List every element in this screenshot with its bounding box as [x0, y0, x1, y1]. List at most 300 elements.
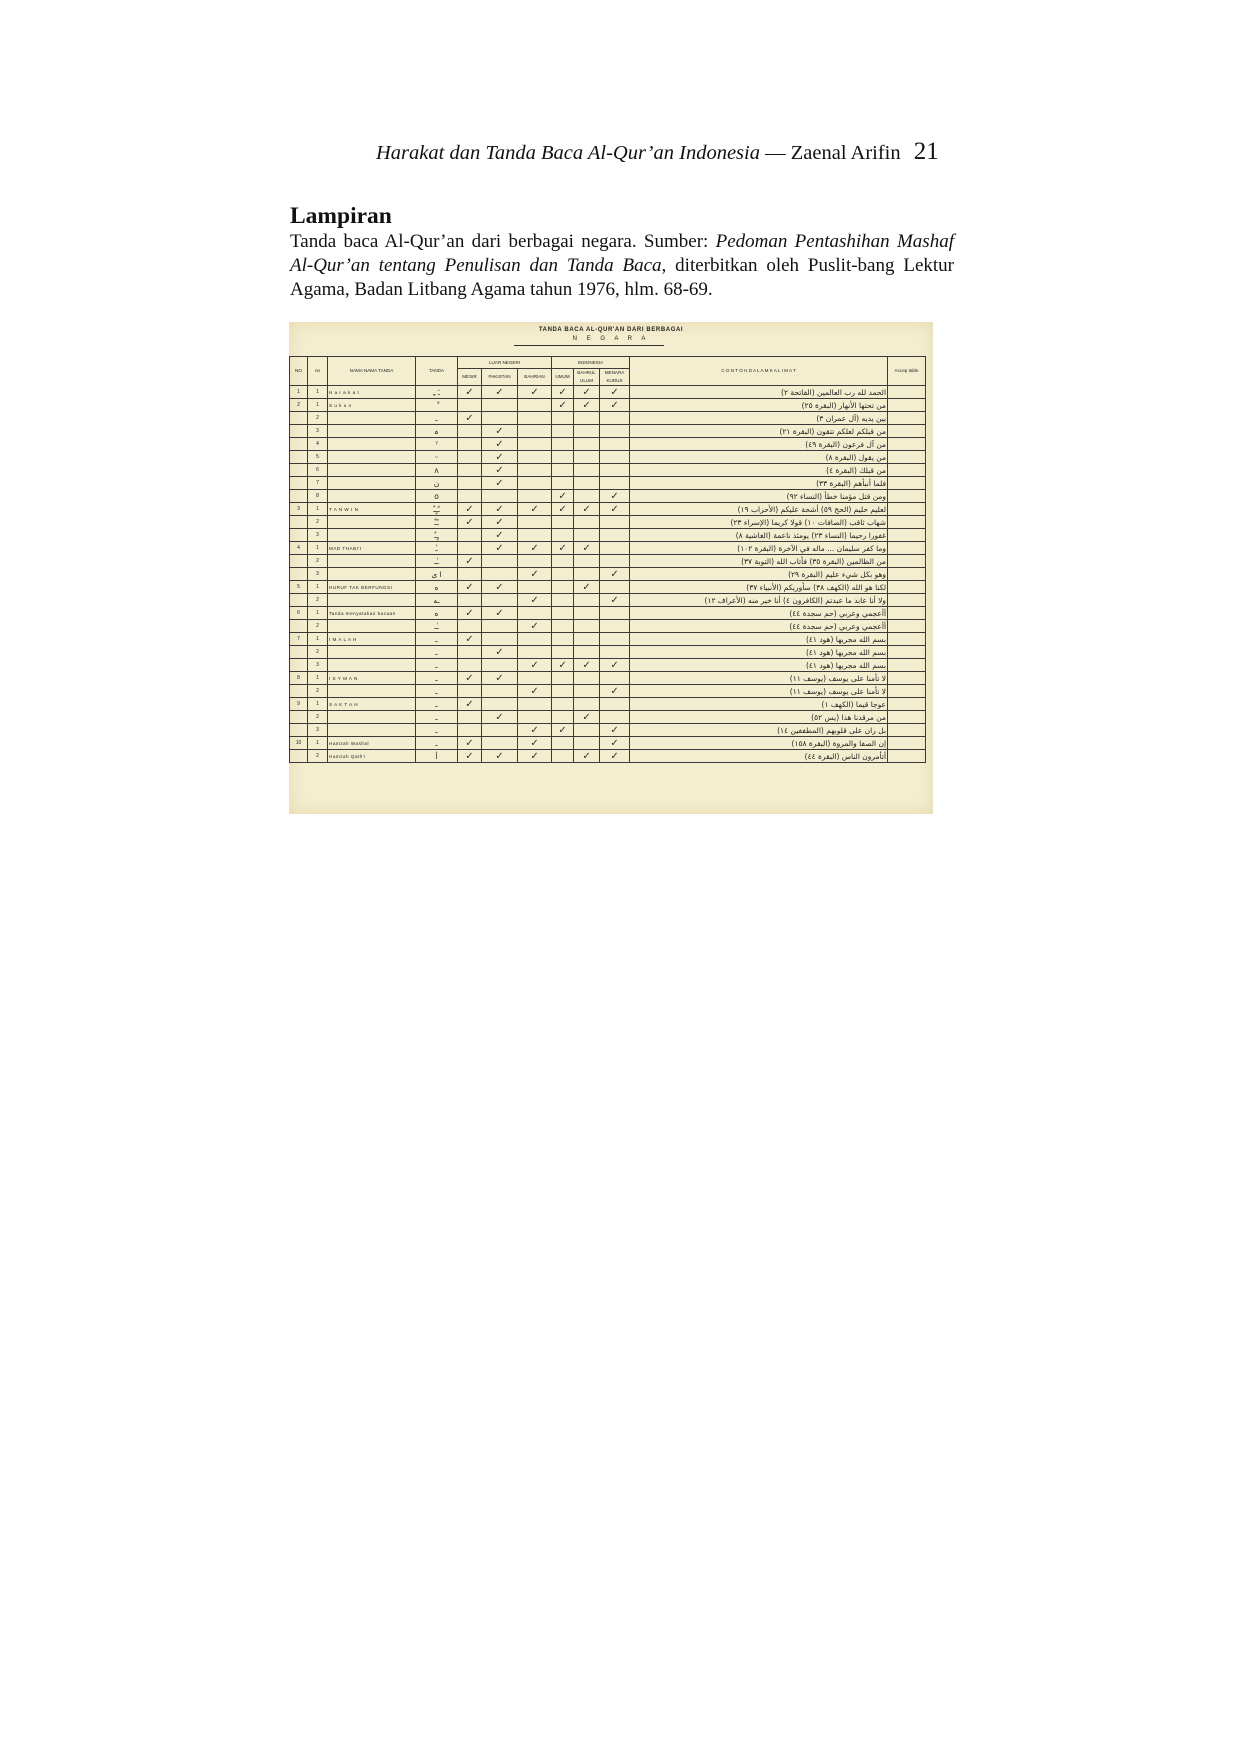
check-mark — [600, 516, 630, 529]
check-mark — [574, 698, 600, 711]
row-no — [290, 516, 308, 529]
header-no: NO — [290, 357, 308, 386]
caption-source-title: Pedoman Pentashihan Mashaf Al-Qur’an tentang Penulisan dan Tanda Baca — [290, 231, 954, 276]
row-acceptable — [888, 464, 926, 477]
header-bahrain: BAHRIAN — [518, 369, 552, 386]
row-nama — [328, 451, 416, 464]
check-mark: ✓ — [518, 750, 552, 763]
table-row — [290, 516, 926, 529]
row-nama: T A N W I N — [328, 503, 416, 516]
row-tanda: ہ — [416, 425, 458, 438]
check-mark — [552, 633, 574, 646]
row-acceptable — [888, 386, 926, 399]
row-no — [290, 451, 308, 464]
check-mark: ✓ — [600, 594, 630, 607]
check-mark: ✓ — [482, 477, 518, 490]
row-nama — [328, 490, 416, 503]
check-mark — [518, 464, 552, 477]
check-mark — [482, 724, 518, 737]
row-acceptable — [888, 633, 926, 646]
check-mark — [482, 412, 518, 425]
check-mark — [518, 607, 552, 620]
row-tanda: ـٰـ — [416, 620, 458, 633]
table-row — [290, 438, 926, 451]
row-nama — [328, 711, 416, 724]
header-bahrul-ulum: BAHRUL ULUM — [574, 369, 600, 386]
header-pakistan: PAKISTAN — [482, 369, 518, 386]
row-nama — [328, 464, 416, 477]
check-mark: ✓ — [600, 737, 630, 750]
row-nn: 1 — [308, 698, 328, 711]
check-mark — [552, 750, 574, 763]
table-row — [290, 399, 926, 412]
check-mark — [458, 724, 482, 737]
row-nama: MAD THABI'I — [328, 542, 416, 555]
check-mark — [518, 711, 552, 724]
check-mark: ✓ — [552, 490, 574, 503]
check-mark: ✓ — [482, 425, 518, 438]
check-mark: ✓ — [458, 412, 482, 425]
row-contoh: من تحتها الأنهار (البقرة ٢٥) — [630, 399, 888, 412]
row-nn: 2 — [308, 711, 328, 724]
row-acceptable — [888, 620, 926, 633]
row-nn: 2 — [308, 750, 328, 763]
check-mark — [574, 451, 600, 464]
check-mark — [600, 451, 630, 464]
section-title: Lampiran — [290, 203, 392, 229]
row-no: 8 — [290, 672, 308, 685]
row-tanda: ه — [416, 581, 458, 594]
check-mark: ✓ — [574, 399, 600, 412]
check-mark — [600, 542, 630, 555]
row-no — [290, 477, 308, 490]
row-tanda: ـ — [416, 672, 458, 685]
row-acceptable — [888, 438, 926, 451]
check-mark — [600, 477, 630, 490]
check-mark — [482, 555, 518, 568]
check-mark: ✓ — [518, 594, 552, 607]
row-nn: 2 — [308, 685, 328, 698]
check-mark — [574, 425, 600, 438]
check-mark: ✓ — [574, 659, 600, 672]
row-contoh: بسم الله مجريها (هود ٤١) — [630, 646, 888, 659]
row-no: 6 — [290, 607, 308, 620]
check-mark — [574, 555, 600, 568]
table-row — [290, 750, 926, 763]
check-mark: ✓ — [458, 581, 482, 594]
check-mark — [482, 490, 518, 503]
row-tanda: ـًـٌ — [416, 516, 458, 529]
check-mark: ✓ — [458, 633, 482, 646]
row-tanda — [416, 399, 458, 412]
row-acceptable — [888, 477, 926, 490]
row-no: 10 — [290, 737, 308, 750]
check-mark — [458, 425, 482, 438]
check-mark: ✓ — [458, 750, 482, 763]
row-contoh: من مرقدنا هذا (يس ٥٢) — [630, 711, 888, 724]
check-mark — [552, 581, 574, 594]
row-no — [290, 555, 308, 568]
check-mark — [518, 633, 552, 646]
row-tanda: ه — [416, 607, 458, 620]
check-mark: ✓ — [482, 516, 518, 529]
check-mark — [552, 529, 574, 542]
table-row — [290, 464, 926, 477]
header-author: Zaenal Arifin — [790, 142, 901, 164]
row-contoh: ولا أنا عابد ما عبدتم (الكافرون ٤) أنا خير منه (الأعراف ١٢) — [630, 594, 888, 607]
row-tanda: ᵕ — [416, 451, 458, 464]
header-mesir: MESIR — [458, 369, 482, 386]
row-acceptable — [888, 503, 926, 516]
check-mark — [518, 581, 552, 594]
header-luar-negeri: LUAR NEGERI — [458, 357, 552, 369]
row-no — [290, 724, 308, 737]
row-acceptable — [888, 399, 926, 412]
table-row — [290, 581, 926, 594]
check-mark — [518, 646, 552, 659]
check-mark: ✓ — [600, 503, 630, 516]
row-acceptable — [888, 750, 926, 763]
row-tanda: ˀ — [416, 438, 458, 451]
row-acceptable — [888, 737, 926, 750]
row-contoh: لكنا هو الله (الكهف ٣٨) سأوريكم (الأنبياء ٣٧) — [630, 581, 888, 594]
row-acceptable — [888, 412, 926, 425]
row-no — [290, 711, 308, 724]
check-mark — [482, 568, 518, 581]
row-nn: 1 — [308, 581, 328, 594]
header-nama: NAMA NAMA TANDA — [328, 357, 416, 386]
check-mark — [600, 633, 630, 646]
check-mark: ✓ — [574, 581, 600, 594]
check-mark: ✓ — [518, 568, 552, 581]
row-contoh: فلما أنبأهم (البقرة ٣٣) — [630, 477, 888, 490]
row-nama — [328, 594, 416, 607]
row-tanda: ـٍـٌ — [416, 529, 458, 542]
row-no — [290, 685, 308, 698]
row-no: 1 — [290, 386, 308, 399]
row-nn: 1 — [308, 737, 328, 750]
header-menara-kudus: MENARA KUDUS — [600, 369, 630, 386]
punctuation-table — [289, 356, 926, 763]
check-mark — [552, 516, 574, 529]
header-nn: nn — [308, 357, 328, 386]
check-mark: ✓ — [600, 685, 630, 698]
check-mark — [518, 438, 552, 451]
row-acceptable — [888, 451, 926, 464]
row-nn: 3 — [308, 659, 328, 672]
row-no — [290, 464, 308, 477]
row-no — [290, 594, 308, 607]
check-mark — [518, 516, 552, 529]
row-nama — [328, 568, 416, 581]
check-mark — [600, 581, 630, 594]
check-mark — [600, 529, 630, 542]
check-mark — [518, 425, 552, 438]
table-row — [290, 412, 926, 425]
check-mark: ✓ — [574, 711, 600, 724]
check-mark: ✓ — [600, 750, 630, 763]
row-tanda: ا ى — [416, 568, 458, 581]
row-nn: 2 — [308, 555, 328, 568]
check-mark: ✓ — [600, 568, 630, 581]
check-mark — [600, 425, 630, 438]
row-nama: Hamzah Qath'i — [328, 750, 416, 763]
row-nama — [328, 659, 416, 672]
check-mark: ✓ — [552, 659, 574, 672]
table-header-row-1 — [290, 357, 926, 369]
check-mark — [458, 542, 482, 555]
running-title: Harakat dan Tanda Baca Al-Qur’an Indonesia — [376, 142, 760, 164]
check-mark — [552, 594, 574, 607]
row-contoh: لا تأمنا على يوسف (يوسف ١١) — [630, 685, 888, 698]
row-nn: 3 — [308, 425, 328, 438]
table-row — [290, 646, 926, 659]
row-tanda: ـ — [416, 711, 458, 724]
check-mark — [482, 698, 518, 711]
check-mark — [518, 477, 552, 490]
row-tanda: ـ — [416, 698, 458, 711]
row-tanda: ـه — [416, 594, 458, 607]
check-mark — [574, 568, 600, 581]
row-nn: 7 — [308, 477, 328, 490]
check-mark — [574, 594, 600, 607]
check-mark — [552, 607, 574, 620]
row-tanda: ـٰ — [416, 542, 458, 555]
row-contoh: إن الصفا والمروة (البقرة ١٥٨) — [630, 737, 888, 750]
check-mark: ✓ — [518, 659, 552, 672]
row-nn: 3 — [308, 529, 328, 542]
check-mark: ✓ — [552, 386, 574, 399]
row-contoh: شهاب ثاقب (الصافات ١٠) قولا كريما (الإسراء ٢٣) — [630, 516, 888, 529]
check-mark — [600, 620, 630, 633]
row-no — [290, 529, 308, 542]
row-contoh: بسم الله مجريها (هود ٤١) — [630, 633, 888, 646]
check-mark: ✓ — [518, 386, 552, 399]
check-mark: ✓ — [458, 503, 482, 516]
check-mark — [574, 529, 600, 542]
row-contoh: من آل فرعون (البقرة ٤٩) — [630, 438, 888, 451]
check-mark — [574, 633, 600, 646]
check-mark — [518, 555, 552, 568]
row-nn: 1 — [308, 607, 328, 620]
row-no: 3 — [290, 503, 308, 516]
row-contoh: أتأمرون الناس (البقرة ٤٤) — [630, 750, 888, 763]
check-mark: ✓ — [552, 503, 574, 516]
table-row — [290, 698, 926, 711]
row-no — [290, 425, 308, 438]
row-nama: S u k u n — [328, 399, 416, 412]
check-mark — [552, 711, 574, 724]
check-mark: ✓ — [482, 542, 518, 555]
row-acceptable — [888, 594, 926, 607]
check-mark — [552, 698, 574, 711]
check-mark — [458, 659, 482, 672]
table-row — [290, 620, 926, 633]
row-nama — [328, 438, 416, 451]
row-acceptable — [888, 685, 926, 698]
check-mark — [552, 737, 574, 750]
check-mark — [482, 620, 518, 633]
check-mark — [552, 646, 574, 659]
table-row — [290, 633, 926, 646]
table-row — [290, 724, 926, 737]
check-mark — [518, 698, 552, 711]
table-row — [290, 672, 926, 685]
row-acceptable — [888, 711, 926, 724]
check-mark — [574, 737, 600, 750]
figure-caption — [290, 230, 954, 302]
check-mark: ✓ — [482, 672, 518, 685]
header-umum: UMUM — [552, 369, 574, 386]
row-acceptable — [888, 490, 926, 503]
row-acceptable — [888, 607, 926, 620]
check-mark: ✓ — [482, 607, 518, 620]
table-row — [290, 490, 926, 503]
row-contoh: بل ران على قلوبهم (المطففين ١٤) — [630, 724, 888, 737]
table-row — [290, 685, 926, 698]
row-contoh: ومن قتل مؤمنا خطأ (النساء ٩٢) — [630, 490, 888, 503]
page-number: 21 — [913, 138, 939, 165]
caption-text-2: , diterbitkan oleh Puslit-bang Lektur Agama, Badan Litbang Agama tahun 1976, hlm. 68-69. — [290, 255, 954, 300]
check-mark — [458, 529, 482, 542]
row-contoh: من يقول (البقرة ٨) — [630, 451, 888, 464]
table-row — [290, 659, 926, 672]
check-mark: ✓ — [518, 542, 552, 555]
check-mark — [574, 607, 600, 620]
check-mark — [458, 711, 482, 724]
row-no: 2 — [290, 399, 308, 412]
scan-subtitle: N E G A R A — [572, 336, 650, 342]
row-no — [290, 490, 308, 503]
check-mark: ✓ — [552, 542, 574, 555]
check-mark — [574, 464, 600, 477]
check-mark — [482, 685, 518, 698]
row-contoh: أأعجمي وعربي (حم سجدة ٤٤) — [630, 607, 888, 620]
header-dash: — — [765, 142, 786, 164]
row-tanda: ʌ — [416, 464, 458, 477]
row-nn: 1 — [308, 672, 328, 685]
row-acceptable — [888, 555, 926, 568]
row-contoh: عوجا قيما (الكهف ١) — [630, 698, 888, 711]
check-mark — [552, 685, 574, 698]
check-mark — [574, 672, 600, 685]
check-mark: ✓ — [458, 555, 482, 568]
row-nama: I M A L A H — [328, 633, 416, 646]
check-mark — [552, 555, 574, 568]
row-nama — [328, 477, 416, 490]
row-contoh: لعليم حليم (الحج ٥٩) أشحة عليكم (الأحزاب ١٩) — [630, 503, 888, 516]
row-contoh: أأعجمي وعربي (حم سجدة ٤٤) — [630, 620, 888, 633]
row-nn: 4 — [308, 438, 328, 451]
check-mark: ✓ — [482, 750, 518, 763]
row-nama: Hamzah Washal — [328, 737, 416, 750]
check-mark: ✓ — [600, 659, 630, 672]
row-nama: HURUF TAK BERFUNGSI — [328, 581, 416, 594]
check-mark — [552, 568, 574, 581]
check-mark — [552, 672, 574, 685]
row-tanda: ـ — [416, 633, 458, 646]
check-mark: ✓ — [574, 750, 600, 763]
table-row — [290, 737, 926, 750]
subtitle-underline — [514, 345, 664, 346]
row-nama — [328, 685, 416, 698]
check-mark: ✓ — [482, 464, 518, 477]
row-tanda: ـًـٍـٌ — [416, 503, 458, 516]
row-nn: 1 — [308, 503, 328, 516]
row-no: 5 — [290, 581, 308, 594]
row-no — [290, 750, 308, 763]
row-no: 4 — [290, 542, 308, 555]
row-tanda: ـَ ـِ — [416, 386, 458, 399]
check-mark — [574, 724, 600, 737]
row-contoh: من قبلك (البقرة ٤) — [630, 464, 888, 477]
row-tanda: ـ — [416, 646, 458, 659]
row-contoh: من الظالمين (البقرة ٣٥) فأتاب الله (التوبة ٣٧) — [630, 555, 888, 568]
check-mark — [458, 620, 482, 633]
check-mark — [574, 438, 600, 451]
row-nn: 2 — [308, 594, 328, 607]
check-mark — [600, 464, 630, 477]
row-nama: S A K T A H — [328, 698, 416, 711]
check-mark: ✓ — [458, 607, 482, 620]
check-mark: ✓ — [518, 685, 552, 698]
row-nn: 5 — [308, 451, 328, 464]
row-no — [290, 438, 308, 451]
check-mark: ✓ — [518, 620, 552, 633]
row-nn: 2 — [308, 646, 328, 659]
row-contoh: بين يديه (آل عمران ٣) — [630, 412, 888, 425]
check-mark: ✓ — [458, 698, 482, 711]
check-mark — [458, 646, 482, 659]
row-nama — [328, 620, 416, 633]
check-mark — [574, 412, 600, 425]
check-mark — [552, 464, 574, 477]
check-mark: ✓ — [482, 711, 518, 724]
table-row — [290, 503, 926, 516]
row-no — [290, 568, 308, 581]
check-mark — [482, 737, 518, 750]
check-mark — [574, 646, 600, 659]
check-mark — [574, 620, 600, 633]
row-tanda: ـ — [416, 724, 458, 737]
check-mark — [600, 412, 630, 425]
running-header — [376, 138, 954, 166]
check-mark: ✓ — [458, 737, 482, 750]
check-mark: ✓ — [574, 503, 600, 516]
row-nn: 2 — [308, 516, 328, 529]
check-mark — [574, 490, 600, 503]
check-mark — [458, 490, 482, 503]
row-acceptable — [888, 542, 926, 555]
check-mark — [552, 451, 574, 464]
check-mark — [552, 620, 574, 633]
check-mark — [482, 594, 518, 607]
row-no: 7 — [290, 633, 308, 646]
check-mark — [458, 594, 482, 607]
row-nama — [328, 412, 416, 425]
check-mark: ✓ — [518, 737, 552, 750]
row-tanda: ن — [416, 477, 458, 490]
check-mark — [574, 516, 600, 529]
table-row — [290, 594, 926, 607]
row-acceptable — [888, 672, 926, 685]
check-mark — [518, 672, 552, 685]
table-row — [290, 529, 926, 542]
row-acceptable — [888, 646, 926, 659]
row-nama — [328, 724, 416, 737]
check-mark: ✓ — [600, 399, 630, 412]
row-no — [290, 412, 308, 425]
